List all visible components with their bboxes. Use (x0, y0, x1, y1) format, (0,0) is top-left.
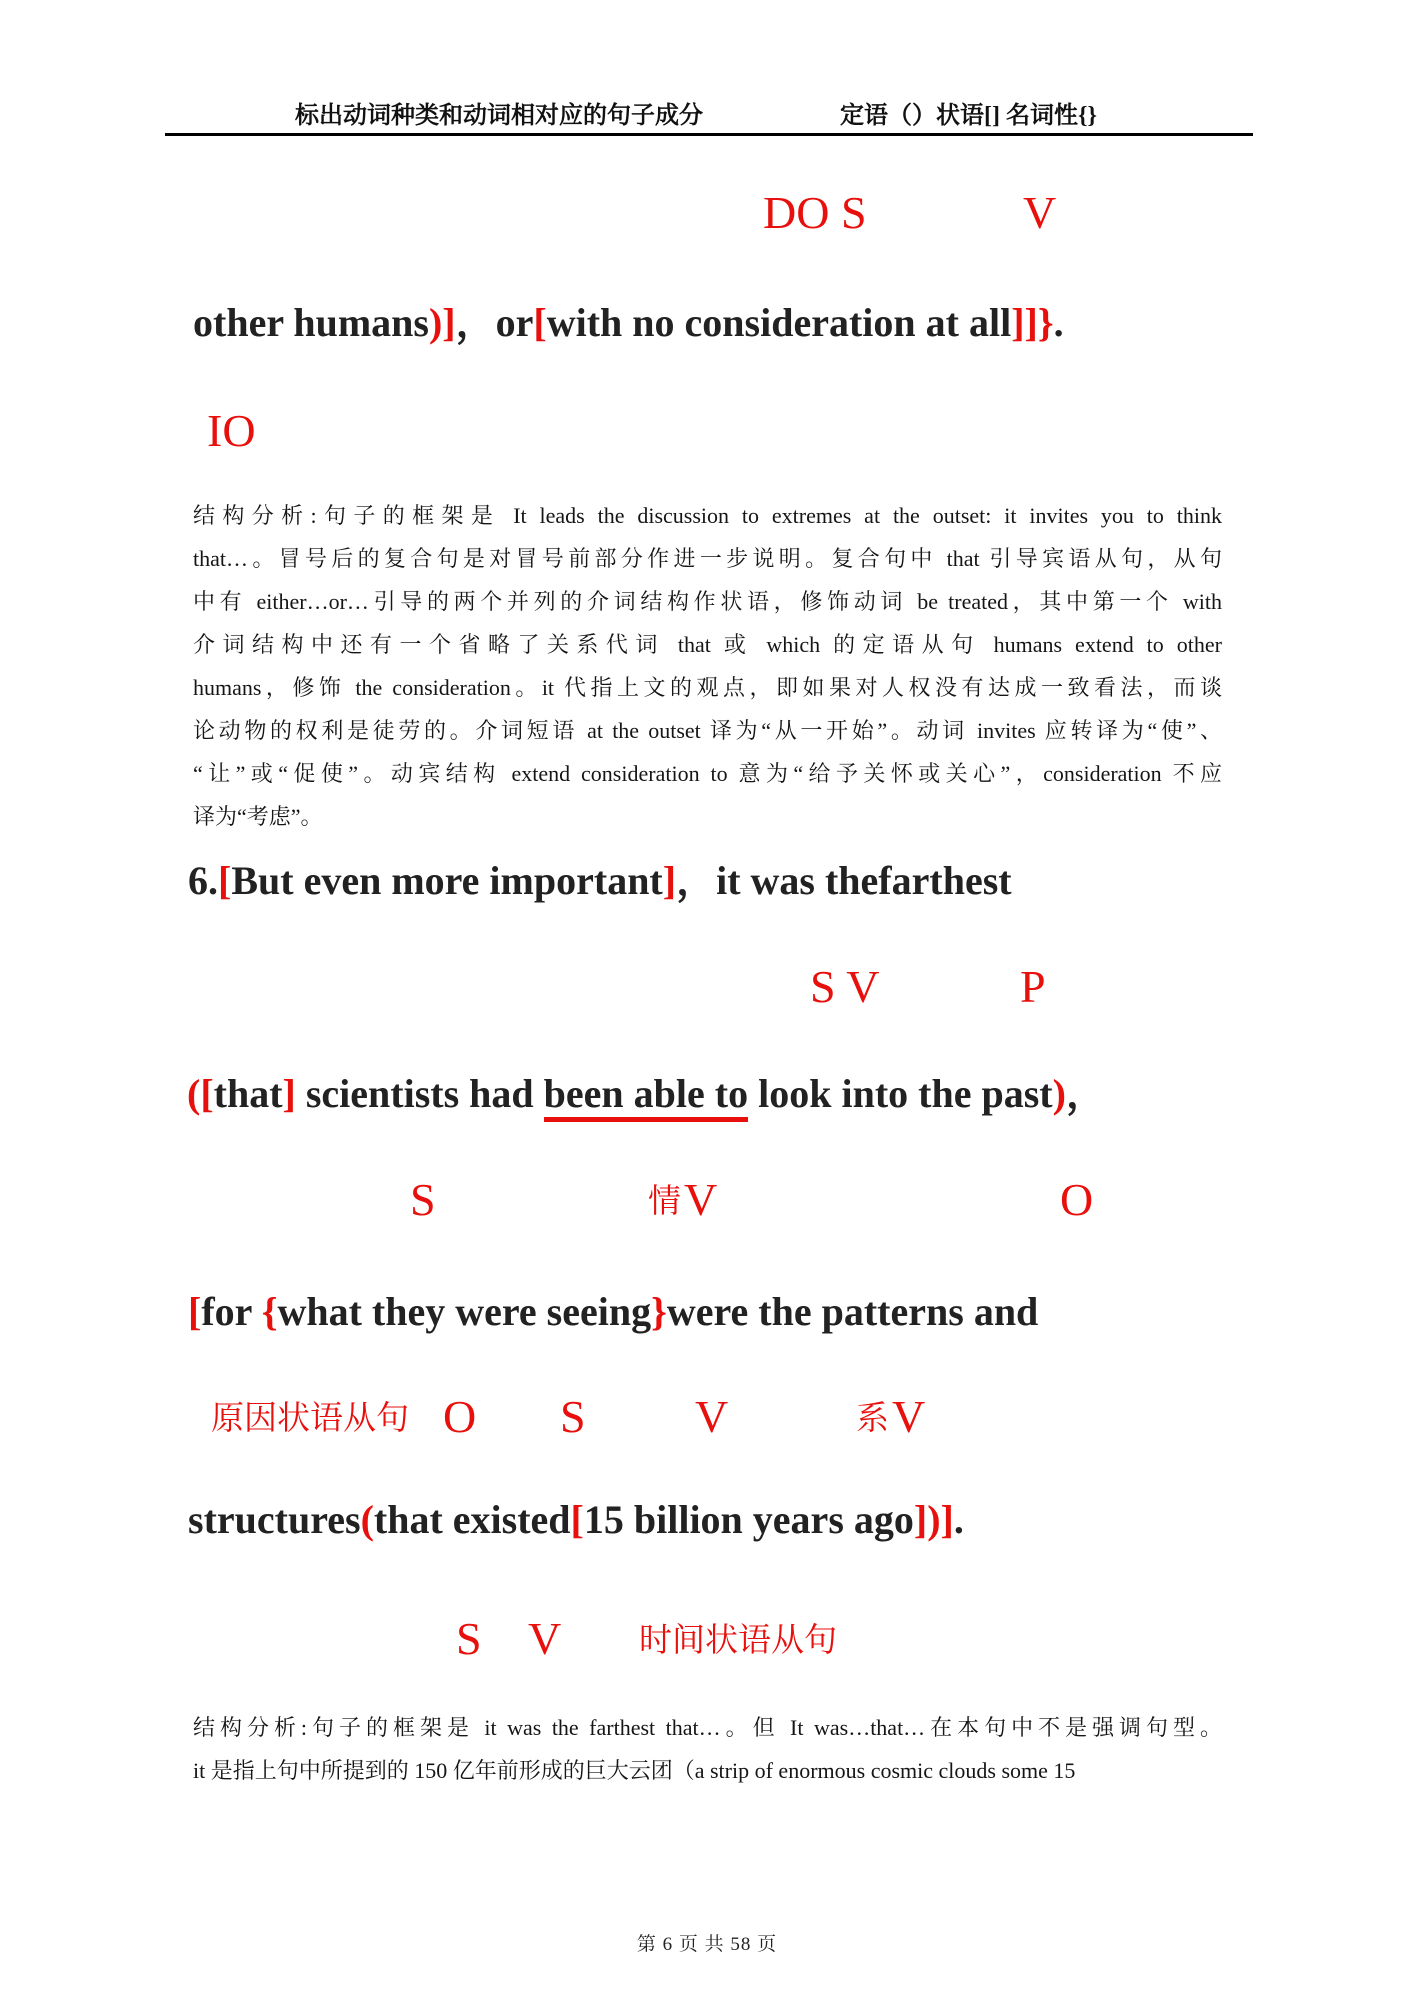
sentence-line-1 (193, 297, 1064, 349)
grammar-annotation-label: V (695, 1391, 729, 1442)
sentence-line-2 (187, 1068, 1106, 1120)
red-bracket-segment: ([ (187, 1071, 214, 1116)
text-segment: were the patterns and (666, 1289, 1039, 1334)
annotation-line-io (0, 404, 1414, 456)
paragraph-line: 译为“考虑”。 (193, 804, 323, 829)
text-segment: that (213, 1071, 283, 1116)
red-bracket-segment: ) (1052, 1071, 1066, 1116)
text-segment: 6. (188, 858, 218, 903)
text-segment: ，it was thefarthest (676, 858, 1012, 903)
analysis-paragraph-1 (193, 494, 1222, 838)
text-segment: ， (1065, 1071, 1106, 1116)
grammar-annotation-label: V (684, 1174, 718, 1225)
grammar-annotation-label: 时间状语从句 (639, 1623, 837, 1659)
sentence-line-4 (188, 1494, 964, 1546)
header-left-title: 标出动词种类和动词相对应的句子成分 (295, 103, 703, 129)
paragraph-line: humans，修饰 the consideration。it 代指上文的观点，即如果对人权没有达成一致看法，而谈 (193, 675, 1222, 700)
grammar-annotation-label: DO S (763, 187, 867, 238)
red-bracket-segment: [ (188, 1289, 202, 1334)
text-segment: structures (188, 1497, 361, 1542)
red-bracket-segment: } (651, 1289, 667, 1334)
grammar-annotation-label: 情 (648, 1184, 681, 1220)
text-segment: ，or (455, 300, 534, 345)
grammar-annotation-label: 系 (856, 1401, 889, 1437)
grammar-annotation-label: V (528, 1613, 562, 1664)
red-bracket-segment: ] (662, 858, 677, 903)
red-bracket-segment: ( (360, 1497, 374, 1542)
grammar-annotation-label: IO (207, 405, 256, 456)
grammar-annotation-label: V (1023, 187, 1057, 238)
red-bracket-segment: )] (428, 300, 456, 345)
underlined-segment: been able to (544, 1071, 748, 1122)
paragraph-line: 结构分析:句子的框架是 it was the farthest that…。但 It was…that…在本句中不是强调句型。 (193, 1715, 1222, 1740)
annotation-line-reason-clause (0, 1390, 1414, 1442)
paragraph-line: “让”或“促使”。动宾结构 extend consideration to 意为“给予关怀或关心”，consideration 不应 (193, 761, 1222, 786)
annotation-line-s-v-p (0, 960, 1414, 1012)
text-segment: for (201, 1289, 262, 1334)
red-bracket-segment: ])] (913, 1497, 954, 1542)
grammar-annotation-label: S V (810, 961, 880, 1012)
text-segment: But even more important (231, 858, 663, 903)
annotation-line-time-clause (0, 1612, 1414, 1664)
annotation-line-do-s-v (0, 186, 1414, 238)
grammar-annotation-label: S (560, 1391, 586, 1442)
grammar-annotation-label: O (1060, 1174, 1094, 1225)
grammar-annotation-label: S (456, 1613, 482, 1664)
sentence-6-heading (188, 855, 1012, 907)
grammar-annotation-label: S (410, 1174, 436, 1225)
text-segment: look into the past (748, 1071, 1053, 1116)
red-bracket-segment: { (261, 1289, 278, 1334)
red-bracket-segment: ]]} (1011, 300, 1054, 345)
paragraph-line: 中有 either…or…引导的两个并列的介词结构作状语，修饰动词 be treated，其中第一个 with (193, 589, 1222, 614)
red-bracket-segment: ] (282, 1071, 296, 1116)
header-rule (165, 133, 1253, 136)
header-legend: 定语（）状语[] 名词性{} (840, 103, 1097, 129)
text-segment: that existed (373, 1497, 571, 1542)
sentence-line-3 (188, 1286, 1038, 1338)
paragraph-line: 论动物的权利是徒劳的。介词短语 at the outset 译为“从一开始”。动词 invites 应转译为“使”、 (193, 718, 1222, 743)
red-bracket-segment: [ (533, 300, 547, 345)
text-segment: . (953, 1497, 964, 1542)
text-segment: . (1053, 300, 1064, 345)
annotation-line-s-qingv-o (0, 1173, 1414, 1225)
grammar-annotation-label: P (1020, 961, 1046, 1012)
grammar-annotation-label: V (892, 1391, 926, 1442)
paragraph-line: 介词结构中还有一个省略了关系代词 that 或 which 的定语从句 humans extend to other (193, 632, 1222, 657)
text-segment: what they were seeing (277, 1289, 652, 1334)
page-number: 第 6 页 共 58 页 (636, 1934, 778, 1955)
text-segment: scientists had (295, 1071, 544, 1116)
text-segment: with no consideration at all (546, 300, 1012, 345)
grammar-annotation-label: 原因状语从句 (211, 1401, 409, 1437)
text-segment: 15 billion years ago (583, 1497, 914, 1542)
text-segment: other humans (193, 300, 429, 345)
paragraph-line: 结构分析:句子的框架是 It leads the discussion to extremes at the outset: it invites you to think (193, 503, 1222, 528)
grammar-annotation-label: O (443, 1391, 477, 1442)
red-bracket-segment: [ (570, 1497, 584, 1542)
analysis-paragraph-2 (193, 1706, 1222, 1792)
paragraph-line: it 是指上句中所提到的 150 亿年前形成的巨大云团（a strip of enormous cosmic clouds some 15 (193, 1758, 1076, 1783)
paragraph-line: that…。冒号后的复合句是对冒号前部分作进一步说明。复合句中 that 引导宾语从句，从句 (193, 546, 1222, 571)
red-bracket-segment: [ (218, 858, 232, 903)
